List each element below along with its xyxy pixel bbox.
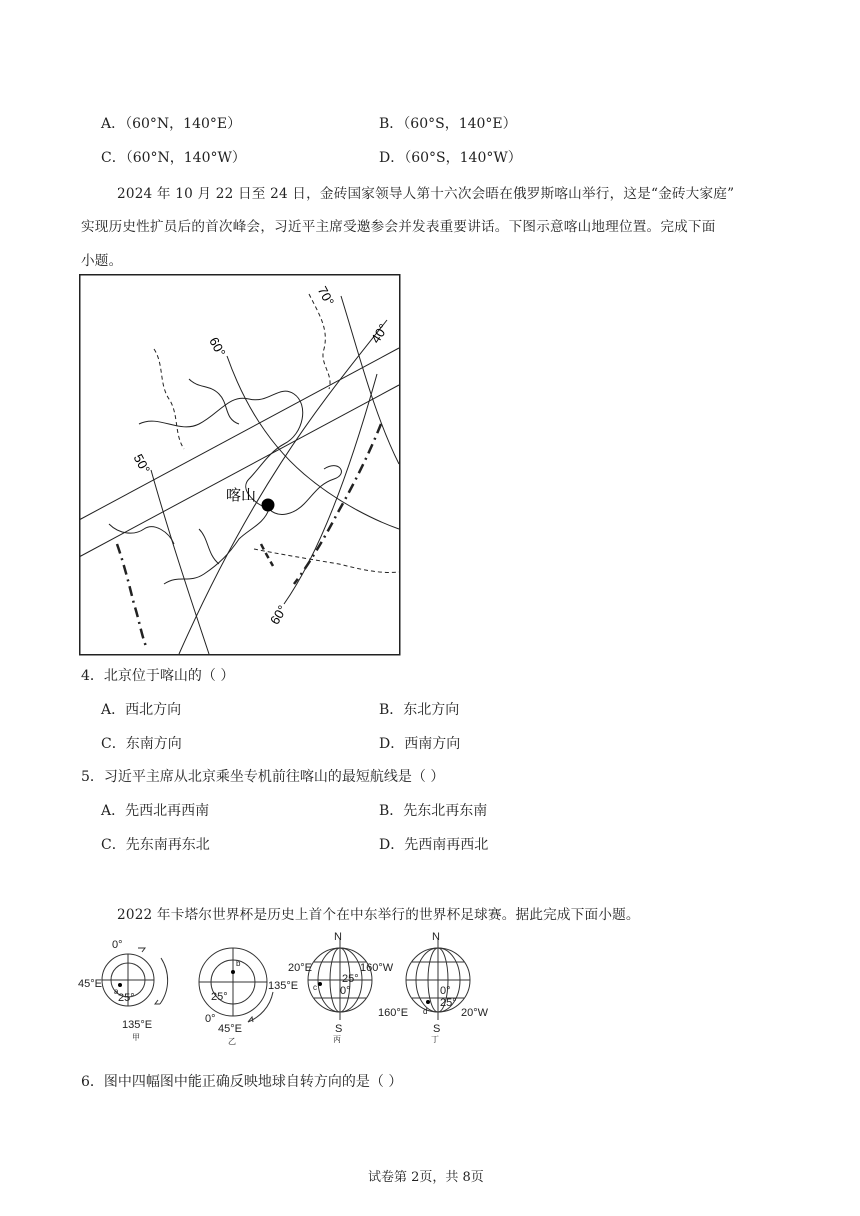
svg-text:160°E: 160°E (378, 1007, 409, 1019)
label-60-top: 60° (206, 334, 229, 360)
passage1-line2: 实现历史性扩员后的首次峰会，习近平主席受邀参会并发表重要讲话。下图示意喀山地理位置。完成下面 (81, 219, 716, 235)
option-c: C．（60°N，140°W） (101, 150, 246, 166)
svg-text:45°E: 45°E (78, 978, 102, 990)
svg-text:0°: 0° (340, 985, 351, 997)
svg-text:a: a (114, 987, 119, 996)
label-60-bottom: 60° (266, 602, 291, 628)
svg-text:S: S (433, 1023, 441, 1035)
globe-ding (378, 932, 489, 1044)
svg-text:25°: 25° (211, 991, 228, 1003)
earth-rotation-diagrams (78, 932, 498, 1054)
label-70: 70° (314, 283, 338, 309)
passage1-line1: 2024 年 10 月 22 日至 24 日，金砖国家领导人第十六次会晤在俄罗斯喀山举行，这是“金砖大家庭” (117, 186, 735, 202)
kazan-location-map (79, 274, 401, 656)
q4-option-b: B．东北方向 (379, 702, 460, 718)
passage2: 2022 年卡塔尔世界杯是历史上首个在中东举行的世界杯足球赛。据此完成下面小题。 (117, 907, 640, 923)
option-d: D．（60°S，140°W） (379, 150, 522, 166)
globe-jia (78, 939, 168, 1042)
q6-stem: 6．图中四幅图中能正确反映地球自转方向的是（ ） (81, 1074, 403, 1090)
svg-text:20°E: 20°E (288, 962, 312, 974)
svg-text:d: d (423, 1007, 428, 1016)
page-footer: 试卷第 2页，共 8页 (368, 1170, 484, 1185)
svg-text:0°: 0° (440, 985, 451, 997)
svg-text:丙: 丙 (333, 1035, 341, 1044)
q4-option-c: C．东南方向 (101, 736, 182, 752)
q5-option-b: B．先东北再东南 (379, 803, 488, 819)
option-a: A．（60°N，140°E） (101, 116, 242, 132)
svg-text:b: b (236, 959, 241, 968)
option-b: B．（60°S，140°E） (379, 116, 517, 132)
q4-option-d: D．西南方向 (379, 736, 461, 752)
globe-yi (199, 948, 298, 1046)
label-40: 40° (367, 321, 392, 346)
svg-text:乙: 乙 (228, 1037, 236, 1046)
label-50: 50° (130, 451, 154, 476)
q5-option-d: D．先西南再西北 (379, 837, 489, 853)
svg-text:25°: 25° (118, 992, 135, 1004)
svg-text:甲: 甲 (132, 1033, 140, 1042)
city-label: 喀山 (226, 487, 257, 504)
globe-bing (288, 932, 394, 1044)
passage1-line3: 小题。 (81, 253, 123, 269)
svg-text:S: S (335, 1023, 343, 1035)
q5-option-a: A．先西北再西南 (101, 803, 210, 819)
svg-text:25°: 25° (440, 997, 457, 1009)
svg-text:c: c (313, 983, 317, 992)
svg-text:N: N (432, 932, 440, 943)
q4-stem: 4．北京位于喀山的（ ） (81, 668, 235, 684)
svg-text:20°W: 20°W (461, 1007, 489, 1019)
svg-text:0°: 0° (112, 939, 123, 951)
q5-option-c: C．先东南再东北 (101, 837, 210, 853)
svg-text:135°E: 135°E (268, 980, 299, 992)
q4-option-a: A．西北方向 (101, 702, 182, 718)
svg-text:160°W: 160°W (360, 962, 394, 974)
svg-text:0°: 0° (205, 1013, 216, 1025)
svg-text:N: N (334, 932, 342, 943)
svg-text:135°E: 135°E (122, 1019, 153, 1031)
svg-text:25°: 25° (342, 973, 359, 985)
svg-text:丁: 丁 (431, 1035, 439, 1044)
svg-text:45°E: 45°E (218, 1023, 242, 1035)
q5-stem: 5．习近平主席从北京乘坐专机前往喀山的最短航线是（ ） (81, 769, 445, 785)
kazan-point (262, 499, 275, 512)
